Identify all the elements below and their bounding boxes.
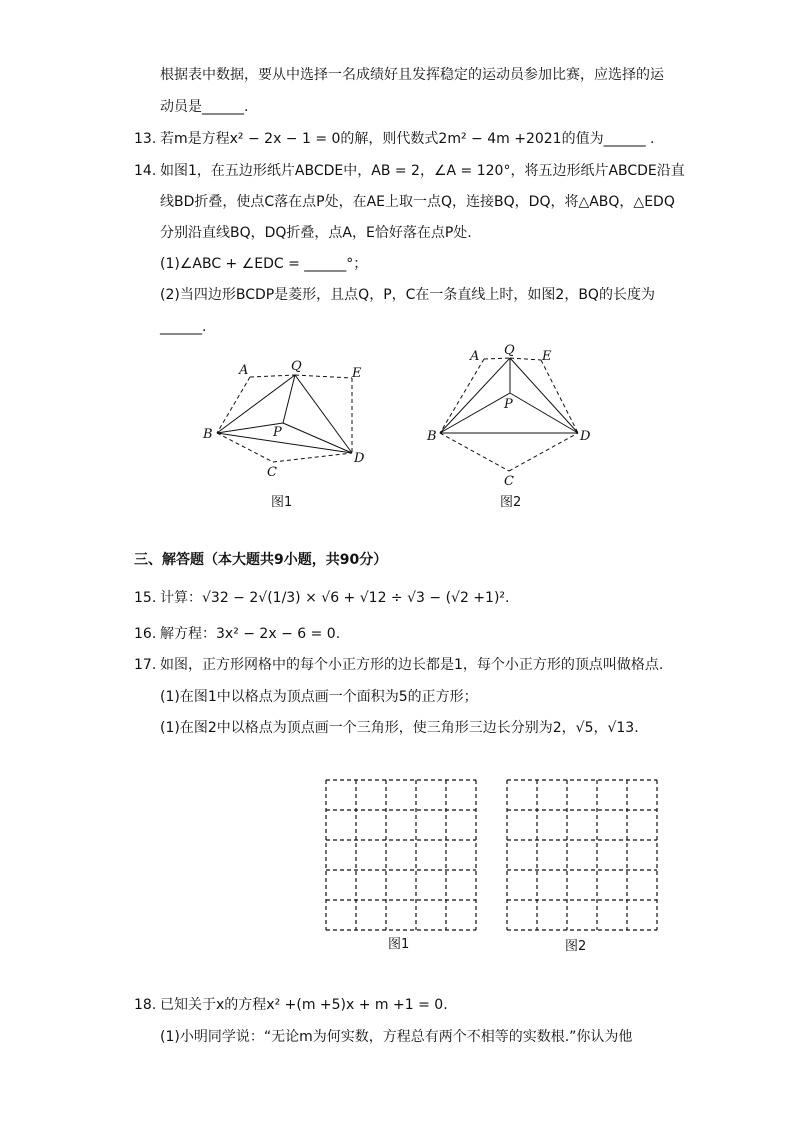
q14-line-2: 线BD折叠，使点C落在点P处，在AE上取一点Q，连接BQ，DQ，将△ABQ，△EDQ — [160, 194, 675, 210]
q15-text: 计算：√32 − 2√(1/3) × √6 + √12 ÷ √3 − (√2 +1)². — [160, 590, 510, 606]
q14-part-2-end: ______. — [160, 319, 207, 335]
q15-number: 15. — [134, 590, 157, 606]
q16-text: 解方程：3x² − 2x − 6 = 0. — [160, 626, 341, 642]
q13-text: 若m是方程x² − 2x − 1 = 0的解，则代数式2m² − 4m +2021的值为______ . — [160, 131, 655, 147]
fig1-label-b: B — [203, 427, 213, 442]
fig2-label-p: P — [504, 397, 513, 412]
fig2-label-e: E — [542, 349, 552, 364]
q18-line-1: 已知关于x的方程x² +(m +5)x + m +1 = 0. — [160, 997, 448, 1013]
grid-figure-1 — [322, 776, 482, 956]
fig1-caption: 图1 — [271, 495, 293, 510]
q14-number: 14. — [134, 163, 157, 179]
fig2-label-b: B — [427, 429, 437, 444]
fig1-label-d: D — [354, 451, 365, 466]
fig1-label-c: C — [267, 465, 277, 480]
fig1-label-p: P — [273, 425, 282, 440]
fig2-label-d: D — [580, 429, 591, 444]
section-3-title: 三、解答题（本大题共9小题，共90分） — [134, 552, 388, 568]
intro-line-1: 根据表中数据，要从中选择一名成绩好且发挥稳定的运动员参加比赛，应选择的运 — [160, 67, 664, 83]
q14-part-1: (1)∠ABC + ∠EDC = ______°； — [160, 256, 368, 272]
q14-part-2: (2)当四边形BCDP是菱形，且点Q，P，C在一条直线上时，如图2，BQ的长度为 — [160, 287, 655, 303]
q16-number: 16. — [134, 626, 157, 642]
q13-number: 13. — [134, 131, 157, 147]
fig2-label-c: C — [504, 474, 514, 489]
q14-line-1: 如图1，在五边形纸片ABCDE中，AB = 2，∠A = 120°，将五边形纸片ABCDE沿直 — [160, 163, 685, 179]
fig2-label-a: A — [470, 349, 480, 364]
grid-figure-2 — [503, 776, 663, 956]
q17-line-1: 如图，正方形网格中的每个小正方形的边长都是1，每个小正方形的顶点叫做格点. — [160, 657, 664, 673]
q17-number: 17. — [134, 657, 157, 673]
fig2-label-q: Q — [504, 343, 515, 358]
fig1-label-e: E — [352, 366, 362, 381]
q17-part-1: (1)在图1中以格点为顶点画一个面积为5的正方形； — [160, 689, 478, 705]
grid1-caption: 图1 — [388, 937, 410, 952]
fig2-caption: 图2 — [500, 495, 522, 510]
grid2-caption: 图2 — [565, 939, 587, 954]
figure-2-rhombus — [420, 340, 600, 515]
q18-part-1: (1)小明同学说：“无论m为何实数，方程总有两个不相等的实数根.”你认为他 — [160, 1029, 633, 1045]
q18-number: 18. — [134, 997, 157, 1013]
fig1-label-q: Q — [291, 359, 302, 374]
fig1-label-a: A — [239, 363, 249, 378]
intro-line-2: 动员是______. — [160, 99, 249, 115]
figure-1-pentagon — [195, 350, 375, 515]
q17-part-2: (1)在图2中以格点为顶点画一个三角形，使三角形三边长分别为2，√5，√13. — [160, 720, 639, 736]
q14-line-3: 分别沿直线BQ，DQ折叠，点A，E恰好落在点P处. — [160, 225, 472, 241]
